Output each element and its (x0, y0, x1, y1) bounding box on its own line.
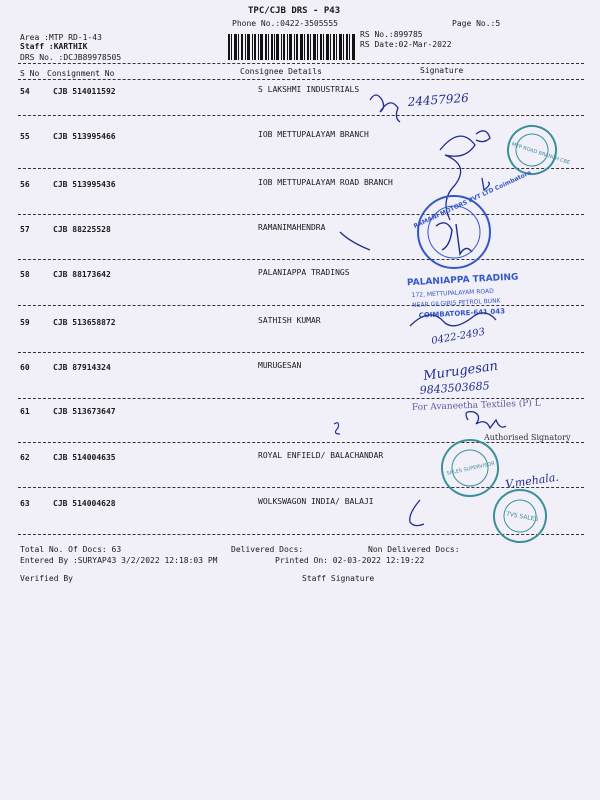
signature-mark (436, 223, 472, 254)
signature-mark (370, 95, 400, 122)
row-consignment: CJB 514011592 (53, 87, 116, 96)
row-consignment: CJB 88173642 (53, 270, 111, 279)
row-consignee: MURUGESAN (258, 361, 302, 370)
area-label: Area :MTP RD-1-43 (20, 33, 102, 42)
row-sno: 62 (20, 453, 30, 462)
stamp-text: TVS SALES (505, 510, 539, 524)
row-consignment: CJB 514004628 (53, 499, 116, 508)
staff-label: Staff :KARTHIK (20, 42, 88, 51)
row-sno: 57 (20, 225, 30, 234)
divider (18, 168, 584, 169)
row-consignment: CJB 88225528 (53, 225, 111, 234)
non-delivered-docs: Non Delivered Docs: (368, 545, 460, 554)
divider (18, 442, 584, 443)
stamp-text: RAMANI MOTORS PVT LTD Coimbatore (412, 169, 533, 231)
row-sno: 55 (20, 132, 30, 141)
stamp-text: SALES SUPERVISOR (446, 460, 496, 477)
signature-mark (340, 232, 370, 250)
divider (18, 534, 584, 535)
row-consignee: IOB METTUPALAYAM BRANCH (258, 130, 369, 139)
bank-seal-stamp (502, 120, 578, 185)
column-sno: S No (20, 69, 40, 78)
signature-mark (410, 500, 424, 526)
signature-mark (466, 412, 506, 428)
tvs-seal-stamp (490, 486, 550, 546)
row-consignee: IOB METTUPALAYAM ROAD BRANCH (258, 178, 393, 187)
handwritten-name: Murugesan (422, 358, 499, 384)
document-title: TPC/CJB DRS - P43 (248, 6, 341, 16)
divider (18, 63, 584, 64)
stamp-text: COIMBATORE-641 043 (418, 307, 506, 320)
company-seal-stamp (413, 169, 533, 268)
column-consignment: Consignment No (47, 69, 115, 78)
signature-mark (410, 313, 496, 326)
signature-mark (334, 423, 340, 434)
barcode (228, 34, 356, 60)
signature-mark (476, 131, 490, 142)
row-consignment: CJB 514004635 (53, 453, 116, 462)
drs-number: DRS No. :DCJB89978505 (20, 53, 122, 62)
handwritten-name: V.mehala. (504, 470, 560, 491)
row-sno: 60 (20, 363, 30, 372)
divider (18, 259, 584, 260)
stamp-text: Authorised Signatory (484, 433, 571, 442)
column-consignee: Consignee Details (240, 67, 322, 76)
column-signature: Signature (420, 66, 464, 75)
printed-on: Printed On: 02-03-2022 12:19:22 (275, 556, 425, 565)
verified-by: Verified By (20, 574, 73, 583)
handwritten-number: 24457926 (407, 90, 470, 109)
row-sno: 54 (20, 87, 30, 96)
row-consignee: S LAKSHMI INDUSTRIALS (258, 85, 360, 94)
row-consignment: CJB 513673647 (53, 407, 116, 416)
rs-number: RS No.:899785 (360, 30, 423, 39)
row-sno: 58 (20, 270, 30, 279)
divider (18, 398, 584, 399)
divider (18, 487, 584, 488)
row-sno: 61 (20, 407, 30, 416)
stamp-text: NEAR GILGIRIS PETROL BUNK (412, 297, 501, 310)
stamp-text: MTP ROAD BRANCH CBE (510, 141, 571, 167)
row-consignment: CJB 513658872 (53, 318, 116, 327)
divider (18, 79, 584, 80)
row-consignee: WOLKSWAGON INDIA/ BALAJI (258, 497, 374, 506)
stamp-text: PALANIAPPA TRADING (406, 272, 519, 289)
signature-mark (482, 178, 489, 190)
divider (18, 305, 584, 306)
row-consignment: CJB 513995436 (53, 180, 116, 189)
handwritten-phone: 9843503685 (419, 379, 491, 397)
staff-signature: Staff Signature (302, 574, 375, 583)
divider (18, 115, 584, 116)
total-docs: Total No. Of Docs: 63 (20, 545, 122, 554)
row-sno: 59 (20, 318, 30, 327)
stamp-text: 172, METTUPALAYAM ROAD (411, 287, 494, 300)
page-number: Page No.:5 (452, 19, 501, 28)
rs-date: RS Date:02-Mar-2022 (360, 40, 452, 49)
row-consignee: PALANIAPPA TRADINGS (258, 268, 350, 277)
row-consignment: CJB 513995466 (53, 132, 116, 141)
phone-number: Phone No.:0422-3505555 (232, 19, 338, 28)
row-consignee: ROYAL ENFIELD/ BALACHANDAR (258, 451, 384, 460)
divider (18, 214, 584, 215)
row-consignee: RAMANIMAHENDRA (258, 223, 326, 232)
row-sno: 63 (20, 499, 30, 508)
row-sno: 56 (20, 180, 30, 189)
address-stamp (407, 272, 521, 320)
stamp-text: For Avaneetha Textiles (P) L (411, 398, 541, 413)
divider (18, 352, 584, 353)
row-consignment: CJB 87914324 (53, 363, 111, 372)
handwritten-phone: 0422-2493 (430, 326, 486, 347)
row-consignee: SATHISH KUMAR (258, 316, 321, 325)
entered-by: Entered By :SURYAP43 3/2/2022 12:18:03 PM (20, 556, 218, 565)
sales-seal-stamp (437, 435, 503, 501)
delivered-docs: Delivered Docs: (231, 545, 304, 554)
signature-mark (440, 136, 475, 220)
